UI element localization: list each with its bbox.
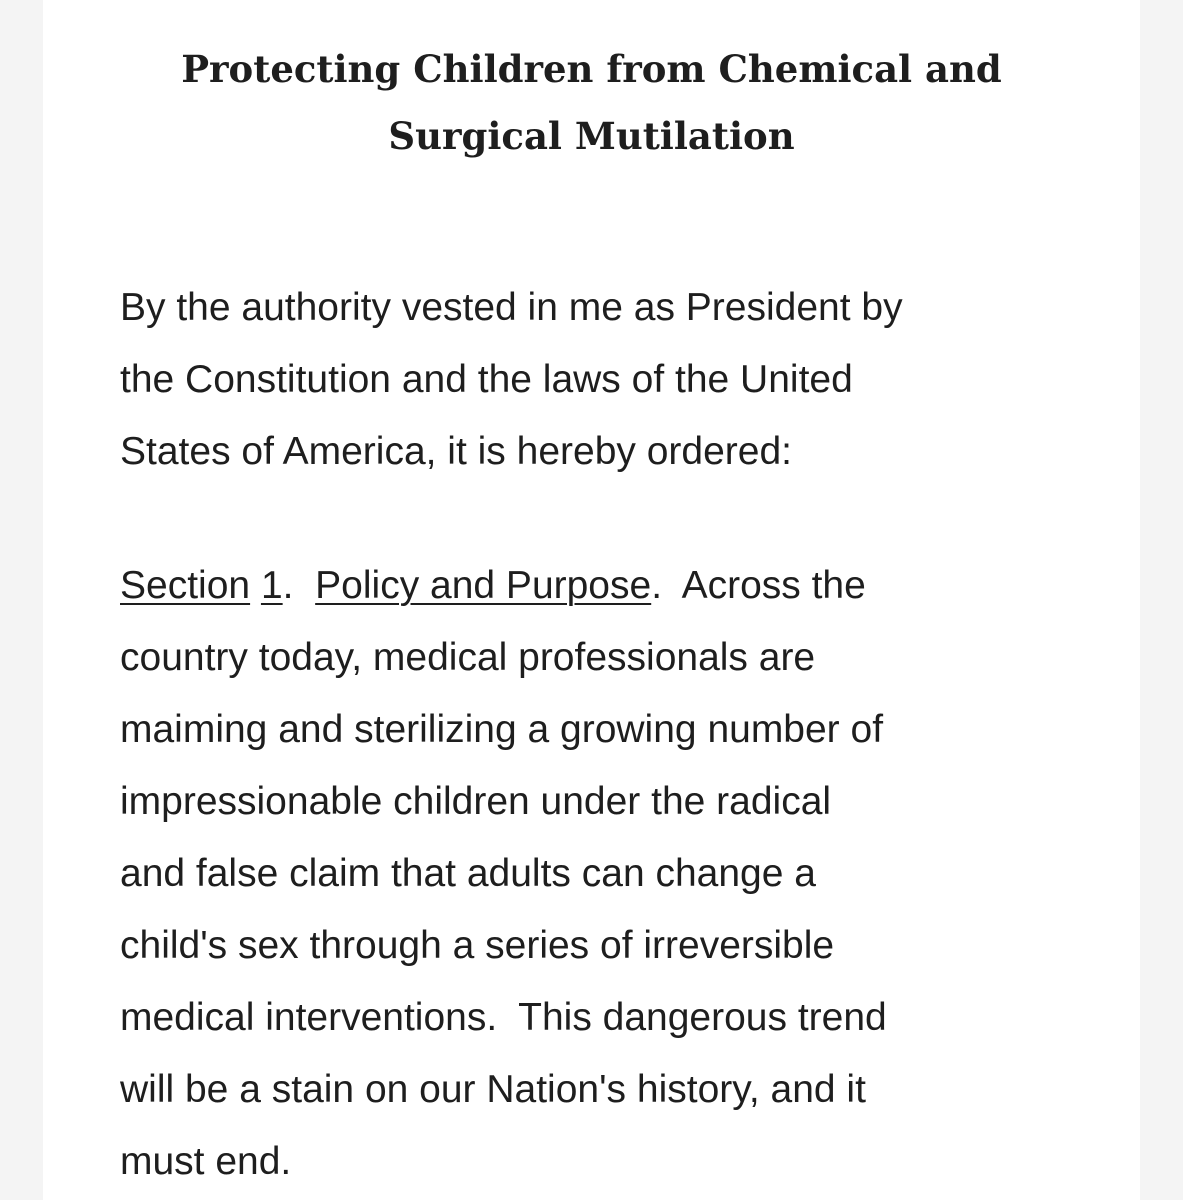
section-number: 1 bbox=[260, 564, 283, 607]
text-line: medical interventions. This dangerous trend bbox=[120, 996, 887, 1039]
text-line: will be a stain on our Nation's history, and it bbox=[120, 1068, 866, 1111]
title-line: Protecting Children from Chemical and bbox=[181, 47, 1002, 91]
text-line: child's sex through a series of irreversible bbox=[120, 924, 835, 967]
text-line: By the authority vested in me as President by bbox=[120, 286, 903, 329]
text-fragment: Across the bbox=[681, 564, 866, 607]
text-line: impressionable children under the radical bbox=[120, 780, 832, 823]
text-line: must end. bbox=[120, 1140, 292, 1183]
section-heading-line: Section 1. Policy and Purpose. Across the bbox=[120, 564, 866, 607]
title-line: Surgical Mutilation bbox=[388, 114, 795, 158]
section-1-paragraph bbox=[120, 550, 887, 1198]
document-title bbox=[43, 36, 1140, 170]
text-line: the Constitution and the laws of the United bbox=[120, 358, 853, 401]
text-line: States of America, it is hereby ordered: bbox=[120, 430, 792, 473]
text-line: and false claim that adults can change a bbox=[120, 852, 816, 895]
document-page bbox=[43, 0, 1140, 1200]
preamble-paragraph bbox=[120, 272, 903, 488]
text-line: maiming and sterilizing a growing number of bbox=[120, 708, 884, 751]
text-line: country today, medical professionals are bbox=[120, 636, 816, 679]
section-label: Section bbox=[120, 564, 251, 607]
section-heading: Policy and Purpose bbox=[315, 564, 652, 607]
